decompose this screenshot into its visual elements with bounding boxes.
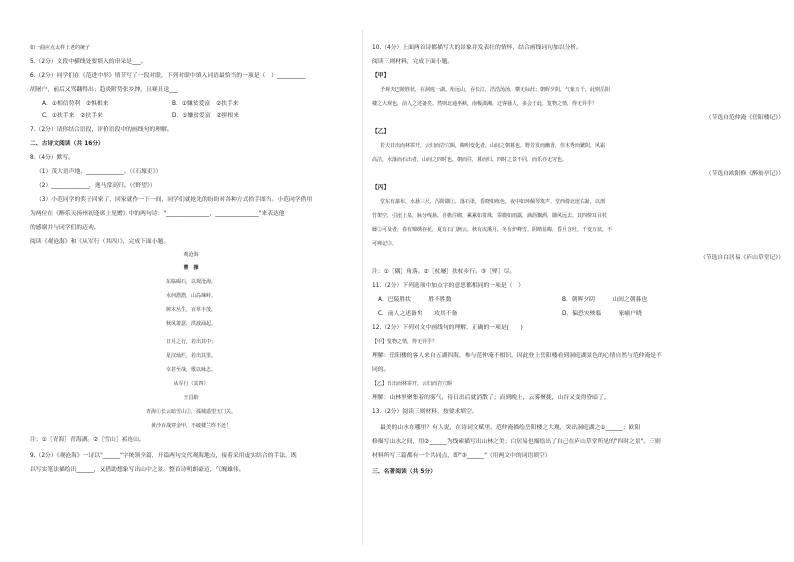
left-line: A．①相信势利 ②惧根来: [42, 101, 109, 107]
left-line: 黄沙百战穿金甲，不破楼兰终不还！: [150, 423, 231, 429]
left-line: 注：①［青海］青海湖。②［雪山］祁连山。: [30, 437, 145, 443]
right-line: 予观夫巴陵胜状，在洞庭一湖。衔远山，吞长江，浩浩汤汤，横无际涯；朝晖夕阴，气象万千，此则岳阳: [380, 87, 611, 93]
right-line: 屦②可及者，春有锦绣谷花，夏有石门涧云，秋有虎溪月，冬有炉峰雪。阴晴显晦，昏旦含吐，千变万状，不: [372, 227, 613, 233]
left-line: 曹 操: [183, 265, 199, 271]
left-line: 日月之行，若出其中；: [165, 339, 216, 345]
right-line: （节选自范仲淹《岳阳楼记》）: [705, 115, 784, 121]
left-line: 9.（2分）《观沧海》一诗以"______"字统领全篇，开篇两句交代观海地点，接着采用虚实结合的手法，既: [30, 453, 297, 459]
left-line: B．①嫌贫爱富 ②扶手来: [172, 101, 239, 107]
left-line: （2）_____________，逸马常高归。（《野望》）: [36, 183, 156, 189]
right-line: 13.（2分）阅读三则材料，按要求填空。: [372, 409, 478, 415]
right-line: （节选自欧阳修《醉翁亭记》）: [705, 171, 784, 177]
right-line: 【丙】: [372, 185, 390, 191]
right-line: 竹架空，引崖上泉，脉分线悬，自檐注砌，累累如贯珠，霏微如雨露，滴沥飘洒，随风远去。其四傍耳目杖: [372, 213, 608, 219]
right-line: （节选自白居易《庐山草堂记》）: [699, 255, 784, 261]
right-line: 高洁，水落而石出者，山间之四时也。朝而往，暮而归，四时之景不同，而乐亦无穷也。: [372, 157, 568, 163]
left-line: （3）小范同学的奖子回家了，回家就作一下一间，同学们就抢先的纷纷对各种方式拾手图当。小范同学借用: [36, 197, 313, 203]
right-line: 10.（4分）上面两首诗都描写大的景象并发表壮的情怀，结合画线词句加以分析。: [372, 45, 583, 51]
right-line: 可殚记③。: [372, 241, 398, 247]
left-line: 二、古诗文阅读（共 16分）: [30, 141, 104, 147]
right-line: 12.（2分）下列对文中画线句的理解，正确的一项是( ): [372, 325, 523, 331]
left-line: 王昌龄: [183, 395, 199, 401]
left-line: C．①扶手来 ②扶手来: [42, 113, 103, 119]
right-line: D．偏恐灾殃临 家喻户晓: [562, 311, 642, 317]
right-line: 修描写山水之间，用②______为线索描写出山林之美；白居易也描绘出了自己在庐山草堂所见的"四时之景"。三则: [372, 439, 661, 445]
left-line: 星汉灿烂，若出其里。: [165, 353, 216, 359]
left-line: 观沧海: [183, 252, 199, 258]
left-column: [30, 0, 352, 562]
right-line: 三、名著阅读（共 5分）: [372, 469, 437, 475]
right-line: C．前人之述备矣 攻其不备: [378, 311, 458, 317]
left-line: D．①嫌贫爱富 ②拼根来: [172, 113, 240, 119]
right-line: B．朝晖夕阴 山间之朝暮也: [562, 297, 648, 303]
left-line: 幸甚至哉，歌以咏志。: [165, 367, 216, 373]
left-line: 水何澹澹，山岛竦峙。: [165, 293, 216, 299]
left-line: 胡屠户，前后又骂翻得出；趋炎附势张乡绅，且赛且送___: [30, 87, 178, 93]
right-line: 理解：岳阳楼的客人来自五湖四海，参与范仲淹不相识，因此登上岳阳楼看到洞庭湖景色的心情自然与范仲淹是不: [372, 353, 662, 359]
right-line: 【甲】览物之情，得无异乎？: [372, 339, 438, 345]
right-line: 若夫日出而林霏开，云归而岩穴暝，晦明变化者，山间之朝暮也。野芳发而幽香，佳木秀而繁阴，风霜: [380, 143, 606, 149]
right-line: 【乙】: [372, 129, 390, 135]
left-line: （1）茂大语声地，_____________。（《石壕吏》）: [36, 169, 162, 175]
right-line: 同的。: [372, 367, 390, 373]
left-line: 的感谢并与同学们的迈劝。: [30, 225, 100, 231]
left-line: 6.（2分）同学们在《范进中举》情节写了一段对联，下列对联中填入词语最恰当的一项是（ ）__________: [30, 73, 306, 79]
left-line: 5.（2分）文段中横线处要填入的串采是___。: [30, 59, 147, 65]
left-line: 树木丛生，百草丰茂。: [165, 307, 216, 313]
left-line: 为两位在《醉乐天扬州初逢席上见赠》中的两句诗："_______________，_______________"来表达他: [30, 211, 285, 217]
right-line: A．巴陵胜状 胜不胜数: [378, 297, 452, 303]
left-line: 如一曲应点太样上老的统子: [30, 45, 91, 51]
left-line: 阅读《观沧海》和《从军行（其四）》，完成下面小题。: [30, 239, 170, 245]
right-line: 【甲】: [372, 73, 390, 79]
left-line: 以写实笔法描绘出______，又借助想象写出山中之景。整首诗明朗豪迈，气魄雄伟。: [30, 467, 245, 473]
right-column: [372, 0, 784, 562]
left-line: 青海①长云暗雪山②，孤城遥望玉门关。: [145, 409, 236, 415]
left-line: 8.（4分）默写。: [30, 155, 75, 161]
right-line: 【乙】日出而林霏开，云归而岩穴暝: [372, 381, 453, 387]
left-line: 秋风萧瑟，洪波涌起。: [165, 321, 216, 327]
right-line: 材料所写三篇都有一个共同点，即"③______"（用两文中的词语填空）: [372, 453, 551, 459]
left-line: 7.（2分）请你结合语段，评价语段中的画线句的理解。: [30, 127, 173, 133]
left-line: 东临碣石，以观沧海。: [165, 279, 216, 285]
right-line: 理解：山林里聚集着的雾气，待日出后就消散了；而到晚上，云雾聚拢，山谷又变得昏暗了。: [372, 395, 610, 401]
right-line: 堂东有瀑布，水悬三尺，泻阶隅①，落石渠，昏晓如练色，夜中如环佩琴筑声。堂西倚北崖右趾，以剖: [380, 199, 606, 205]
right-line: 楼之大观也，前人之述备矣。然则北通巫峡，南极潇湘，迁客骚人，多会于此，览物之情，得无异乎？: [372, 101, 598, 107]
right-line: 阅读三则材料，完成下面小题。: [372, 59, 454, 65]
right-line: 11.（2分）下列选项中加点字的意思都相同的一项是（ ）: [372, 283, 525, 289]
column-divider: [362, 30, 363, 545]
right-line: 注：①［隅］角落。②［杖屦］扶杖步行。③［殚］尽。: [372, 269, 516, 275]
left-line: 从军行（其四）: [173, 381, 209, 387]
right-line: 最美的山水在哪里？有人说，在诗词文赋里。范仲淹描绘岳阳楼之大观，突出洞庭湖之①______；欧阳: [380, 425, 641, 431]
